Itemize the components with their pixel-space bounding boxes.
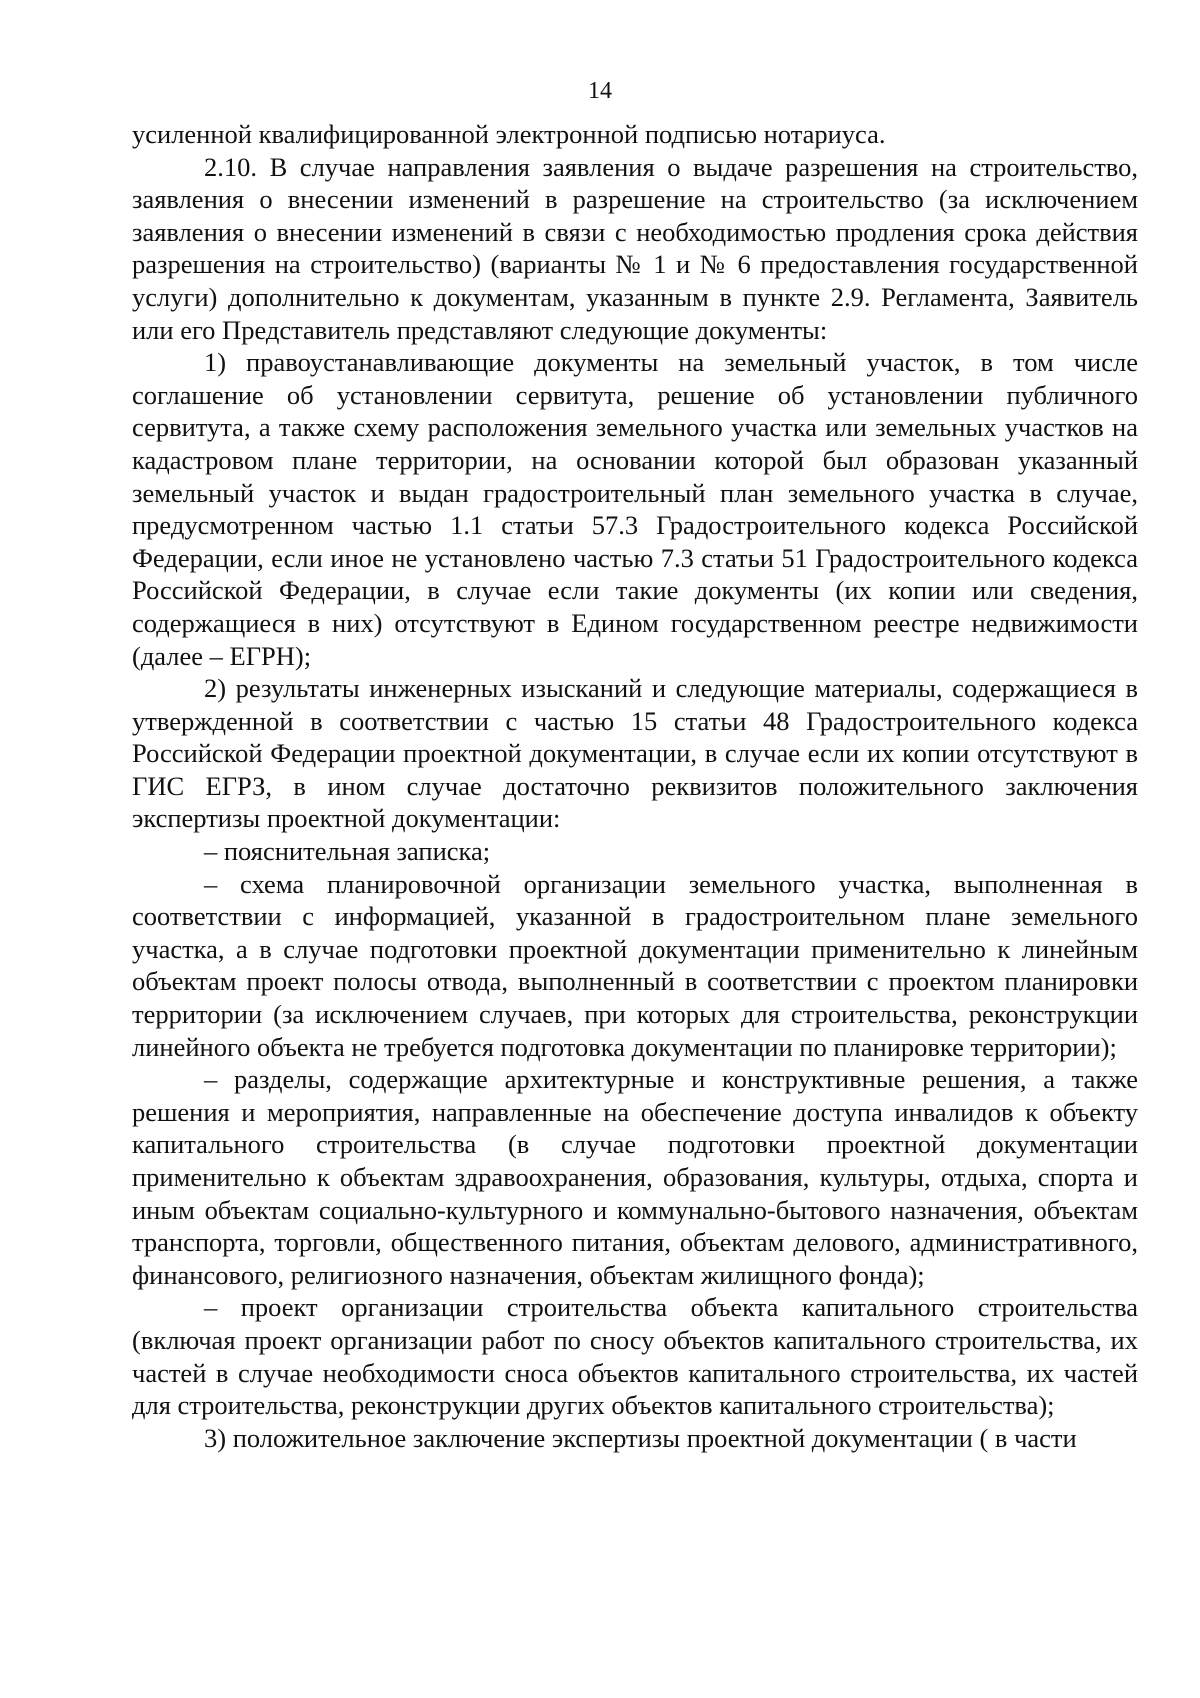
sub-item-site-plan: – схема планировочной организации земельного участка, выполненная в соответствии с информацией, указанной в градостроительном плане земельного участка, а в случае подготовки проектной документации применительно к линейным объектам проект полосы отвода, выполненный в соответствии с проектом планировки территории (за исключением случаев, при которых для строительства, реконструкции линейного объекта не требуется подготовка документации по планировке территории); (132, 868, 1138, 1062)
sub-item-construction-project: – проект организации строительства объекта капитального строительства (включая проект организации работ по сносу объектов капитального строительства, их частей в случае необходимости сноса объектов капитального строительства, их частей для строительства, реконструкции других объектов капитального строительства); (132, 1292, 1138, 1421)
document-body (132, 118, 1138, 1454)
page-number: 14 (588, 78, 612, 104)
list-item-1: 1) правоустанавливающие документы на земельный участок, в том числе соглашение об установлении сервитута, решение об установлении публичного сервитута, а также схему расположения земельного участка или земельных участков на кадастровом плане территории, на основании которой был образован указанный земельный участок и выдан градостроительный план земельного участка в случае, предусмотренном частью 1.1 статьи 57.3 Градостроительного кодекса Российской Федерации, если иное не установлено частью 7.3 статьи 51 Градостроительного кодекса Российской Федерации, в случае если такие документы (их копии или сведения, содержащиеся в них) отсутствуют в Едином государственном реестре недвижимости (далее – ЕГРН); (132, 347, 1138, 671)
sub-item-architectural-sections: – разделы, содержащие архитектурные и конструктивные решения, а также решения и мероприятия, направленные на обеспечение доступа инвалидов к объекту капитального строительства (в случае подготовки проектной документации применительно к объектам здравоохранения, образования, культуры, отдыха, спорта и иным объектам социально-культурного и коммунально-бытового назначения, объектам транспорта, торговли, общественного питания, объектам делового, административного, финансового, религиозного назначения, объектам жилищного фонда); (132, 1064, 1138, 1290)
paragraph-continuation: усиленной квалифицированной электронной подписью нотариуса. (132, 119, 886, 149)
list-item-2: 2) результаты инженерных изысканий и следующие материалы, содержащиеся в утвержденной в соответствии с частью 15 статьи 48 Градостроительного кодекса Российской Федерации проектной документации, в случае если их копии отсутствуют в ГИС ЕГРЗ, в ином случае достаточно реквизитов положительного заключения экспертизы проектной документации: (132, 673, 1138, 834)
sub-item-explanatory-note: – пояснительная записка; (204, 836, 491, 867)
paragraph-2-10: 2.10. В случае направления заявления о выдаче разрешения на строительство, заявления о внесении изменений в разрешение на строительство (за исключением заявления о внесении изменений в связи с необходимостью продления срока действия разрешения на строительство) (варианты № 1 и № 6 предоставления государственной услуги) дополнительно к документам, указанным в пункте 2.9. Регламента, Заявитель или его Представитель представляют следующие документы: (132, 151, 1138, 345)
list-item-3: 3) положительное заключение экспертизы проектной документации ( в части (204, 1422, 1077, 1453)
